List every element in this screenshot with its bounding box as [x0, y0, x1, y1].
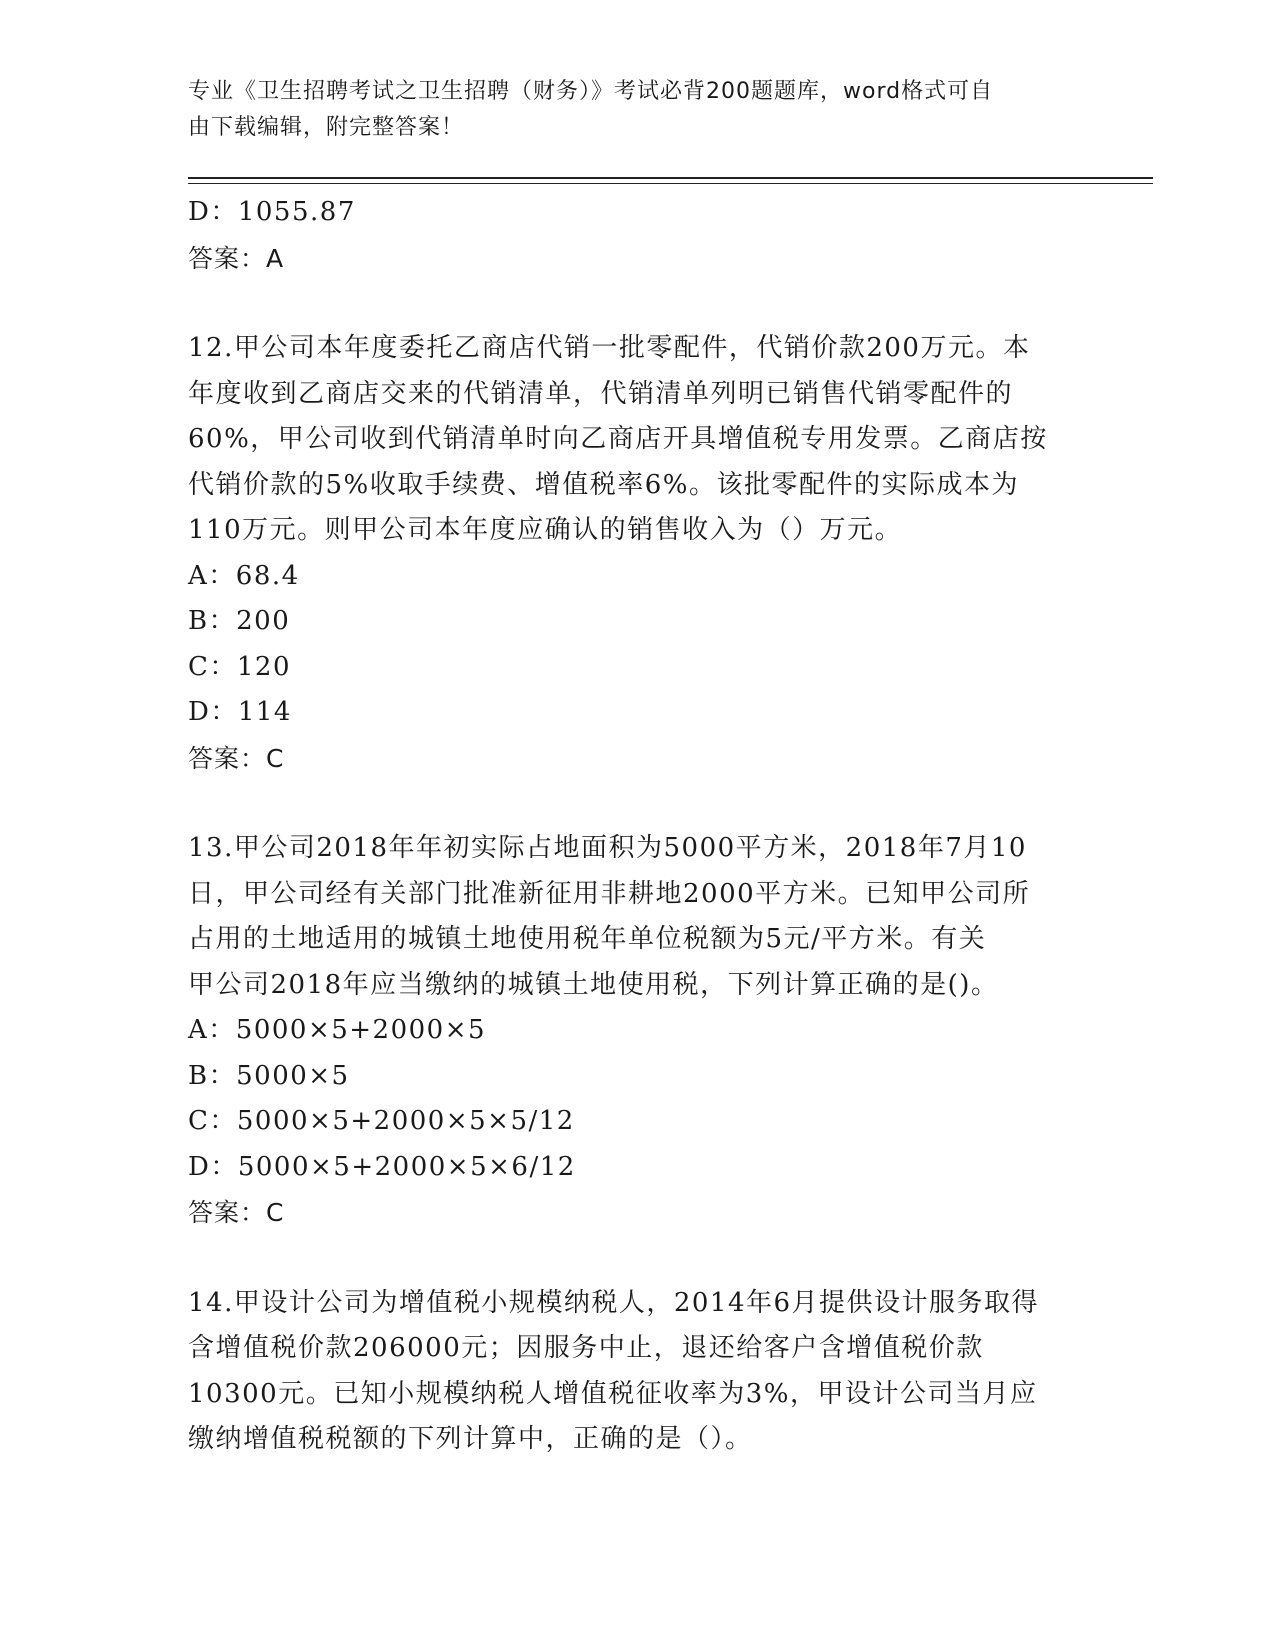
answer: 答案：C	[188, 743, 285, 773]
question-line: 缴纳增值税税额的下列计算中，正确的是（）。	[188, 1424, 753, 1454]
header-line-2: 由下载编辑，附完整答案！	[188, 115, 465, 140]
option-b: B：5000×5	[188, 1060, 350, 1091]
question-13	[188, 826, 1088, 1236]
document-body	[188, 190, 1088, 1463]
question-line: 12.甲公司本年度委托乙商店代销一批零配件，代销价款200万元。本	[188, 333, 1031, 363]
option-c: C：5000×5+2000×5×5/12	[188, 1106, 575, 1136]
question-line: 日，甲公司经有关部门批准新征用非耕地2000平方米。已知甲公司所	[188, 878, 1031, 909]
question-line: 110万元。则甲公司本年度应确认的销售收入为（）万元。	[188, 515, 903, 545]
header-rule-thin	[188, 183, 1153, 184]
question-line: 60%，甲公司收到代销清单时向乙商店开具增值税专用发票。乙商店按	[188, 424, 1048, 454]
spacer	[188, 281, 1088, 326]
question-line: 占用的土地适用的城镇土地使用税年单位税额为5元/平方米。有关	[188, 924, 987, 954]
question-line: 年度收到乙商店交来的代销清单，代销清单列明已销售代销零配件的	[188, 378, 1014, 409]
page-header	[188, 74, 1068, 146]
header-line-1: 专业《卫生招聘考试之卫生招聘（财务）》考试必背200题题库，word格式可自	[188, 79, 994, 104]
question-14	[188, 1281, 1088, 1463]
question-12	[188, 326, 1088, 781]
answer: 答案：C	[188, 1198, 285, 1227]
question-line: 10300元。已知小规模纳税人增值税征收率为3%，甲设计公司当月应	[188, 1378, 1038, 1409]
option-d: D：114	[188, 697, 292, 727]
option-c: C：120	[188, 651, 292, 682]
question-line: 甲公司2018年应当缴纳的城镇土地使用税，下列计算正确的是()。	[188, 969, 999, 1000]
question-line: 14.甲设计公司为增值税小规模纳税人，2014年6月提供设计服务取得	[188, 1287, 1040, 1318]
option-a: A：68.4	[188, 560, 300, 591]
spacer	[188, 1236, 1088, 1281]
question-line: 含增值税价款206000元；因服务中止，退还给客户含增值税价款	[188, 1333, 984, 1363]
question-line: 13.甲公司2018年年初实际占地面积为5000平方米，2018年7月10	[188, 833, 1027, 863]
spacer	[188, 781, 1088, 826]
prev-answer: 答案：A	[188, 243, 285, 273]
option-d: D：5000×5+2000×5×6/12	[188, 1151, 576, 1182]
prev-option-d: D：1055.87	[188, 197, 356, 227]
header-rule-thick	[188, 177, 1153, 179]
option-b: B：200	[188, 606, 291, 636]
option-a: A：5000×5+2000×5	[188, 1015, 487, 1045]
question-line: 代销价款的5%收取手续费、增值税率6%。该批零配件的实际成本为	[188, 469, 1019, 500]
